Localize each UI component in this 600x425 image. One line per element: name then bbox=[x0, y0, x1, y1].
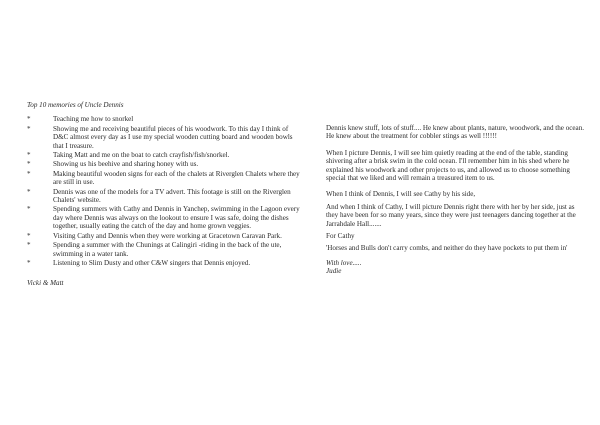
list-item bbox=[27, 232, 300, 240]
bullet-marker: * bbox=[27, 241, 31, 250]
list-item-text: Taking Matt and me on the boat to catch crayfish/fish/snorkel. bbox=[53, 151, 230, 160]
memories-title: Top 10 memories of Uncle Dennis bbox=[27, 101, 124, 109]
tribute-dedication: For Cathy bbox=[326, 232, 355, 241]
bullet-marker: * bbox=[27, 169, 31, 178]
bullet-marker: * bbox=[27, 115, 31, 124]
tribute-paragraph-together: And when I think of Cathy, I will picture Dennis right there with her by her side, just as they have been for so many years, since they were just teenagers dancing together at the Jarrahdale Hall....... bbox=[326, 202, 576, 228]
closing-line: With love..... bbox=[326, 258, 362, 267]
list-item-text: Making beautiful wooden signs for each of the chalets at Riverglen Chalets where they are still in use. bbox=[53, 169, 300, 187]
list-item bbox=[27, 151, 300, 159]
tribute-paragraph-picture: When I picture Dennis, I will see him quietly reading at the end of the table, standing shivering after a brisk swim in the cold ocean. I'll remember him in his shed where he explained his woodwork and other projects to us, and allowed us to choose something special that we liked and will remain a treasured item to us. bbox=[326, 148, 570, 183]
bullet-marker: * bbox=[27, 151, 31, 160]
tribute-quote: 'Horses and Bulls don't carry combs, and neither do they have pockets to put them in' bbox=[326, 244, 568, 253]
list-item-text: Listening to Slim Dusty and other C&W singers that Dennis enjoyed. bbox=[53, 258, 251, 267]
list-item bbox=[27, 170, 300, 187]
tribute-signature: Judie bbox=[326, 267, 342, 276]
tribute-paragraph-knowledge: Dennis knew stuff, lots of stuff.... He knew about plants, nature, woodwork, and the ocean. He knew about the treatment for cobbler stings as well !!!!!! bbox=[326, 124, 585, 141]
list-item-text: Showing me and receiving beautiful pieces of his woodwork. To this day I think of D&C almost every day as I use my special wooden cutting board and wooden bowls that I treasure. bbox=[53, 124, 293, 150]
list-item-text: Teaching me how to snorkel bbox=[53, 115, 134, 124]
list-item bbox=[27, 125, 300, 150]
list-item bbox=[27, 115, 300, 123]
bullet-marker: * bbox=[27, 160, 31, 169]
list-item-text: Spending summers with Cathy and Dennis in Yanchep, swimming in the Lagoon every day where Dennis was always on the lookout to ensure I was safe, doing the dishes together, usually eating the catch of the day and home grown veggies. bbox=[53, 205, 300, 231]
list-item bbox=[27, 188, 300, 205]
list-item-text: Spending a summer with the Chunings at Calingiri -riding in the back of the ute, swimming in a water tank. bbox=[53, 241, 282, 258]
list-item-text: Showing us his beehive and sharing honey with us. bbox=[53, 160, 199, 169]
memories-signature: Vicki & Matt bbox=[27, 279, 64, 288]
bullet-marker: * bbox=[27, 258, 31, 267]
list-item-text: Visiting Cathy and Dennis when they were working at Gracetown Caravan Park. bbox=[53, 231, 282, 240]
tribute-paragraph-cathy-side: When I think of Dennis, I will see Cathy by his side, bbox=[326, 190, 476, 199]
list-item bbox=[27, 241, 300, 258]
list-item bbox=[27, 259, 300, 267]
bullet-marker: * bbox=[27, 205, 31, 214]
bullet-marker: * bbox=[27, 231, 31, 240]
tribute-column bbox=[326, 124, 584, 276]
bullet-marker: * bbox=[27, 124, 31, 133]
list-item bbox=[27, 205, 300, 230]
list-item-text: Dennis was one of the models for a TV advert. This footage is still on the Riverglen Chalets' website. bbox=[53, 187, 291, 205]
memories-list bbox=[27, 115, 300, 267]
list-item bbox=[27, 160, 300, 168]
bullet-marker: * bbox=[27, 187, 31, 196]
memories-column bbox=[27, 101, 300, 288]
